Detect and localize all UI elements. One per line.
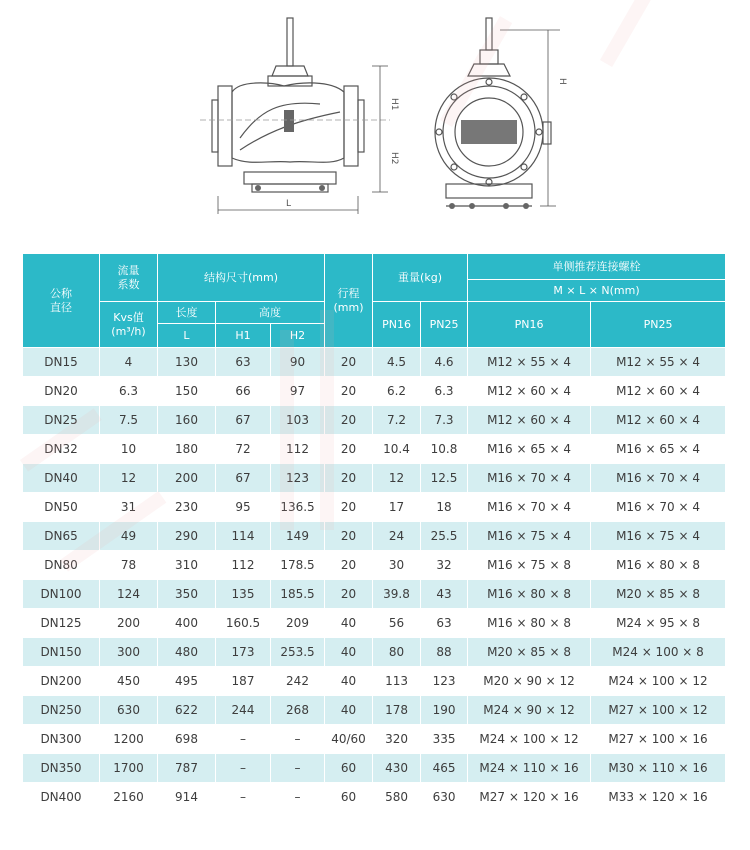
cell-h2: 268 [271,696,325,725]
cell-h2: 123 [271,464,325,493]
cell-nominal-diameter: DN32 [23,435,100,464]
table-row [23,464,726,493]
cell-h2: 103 [271,406,325,435]
cell-weight-pn16: 39.8 [373,580,421,609]
cell-weight-pn25: 6.3 [421,377,468,406]
cell-kvs: 2160 [100,783,158,812]
cell-h2: – [271,783,325,812]
header-structure-dims: 结构尺寸(mm) [158,254,325,302]
cell-bolt-pn16: M16 × 70 × 4 [468,464,591,493]
cell-weight-pn16: 17 [373,493,421,522]
cell-stroke: 20 [325,493,373,522]
cell-kvs: 10 [100,435,158,464]
cell-kvs: 12 [100,464,158,493]
cell-kvs: 49 [100,522,158,551]
cell-weight-pn25: 123 [421,667,468,696]
cell-stroke: 20 [325,377,373,406]
cell-bolt-pn16: M24 × 90 × 12 [468,696,591,725]
dimension-h-label: H [557,78,567,85]
table-row [23,435,726,464]
cell-h1: 66 [216,377,271,406]
cell-h2: 136.5 [271,493,325,522]
cell-nominal-diameter: DN40 [23,464,100,493]
cell-stroke: 40 [325,609,373,638]
dimension-l-label: L [286,199,292,209]
dimension-h1-label: H1 [389,98,399,111]
cell-h1: 187 [216,667,271,696]
cell-length: 787 [158,754,216,783]
table-row [23,377,726,406]
cell-kvs: 630 [100,696,158,725]
cell-h1: – [216,725,271,754]
cell-h2: 90 [271,348,325,377]
cell-h1: 95 [216,493,271,522]
cell-h1: 114 [216,522,271,551]
cell-kvs: 200 [100,609,158,638]
cell-nominal-diameter: DN250 [23,696,100,725]
cell-weight-pn16: 7.2 [373,406,421,435]
cell-weight-pn16: 30 [373,551,421,580]
cell-bolt-pn16: M16 × 80 × 8 [468,580,591,609]
table-row [23,725,726,754]
cell-nominal-diameter: DN300 [23,725,100,754]
cell-kvs: 124 [100,580,158,609]
cell-bolt-pn16: M12 × 55 × 4 [468,348,591,377]
cell-h1: 67 [216,464,271,493]
cell-stroke: 20 [325,435,373,464]
cell-h2: 253.5 [271,638,325,667]
cell-h2: 97 [271,377,325,406]
front-view-drawing [200,18,390,214]
cell-length: 290 [158,522,216,551]
cell-kvs: 1700 [100,754,158,783]
cell-h2: 178.5 [271,551,325,580]
cell-weight-pn25: 25.5 [421,522,468,551]
cell-h2: 149 [271,522,325,551]
cell-kvs: 4 [100,348,158,377]
cell-bolt-pn16: M20 × 90 × 12 [468,667,591,696]
cell-length: 622 [158,696,216,725]
header-weight-pn16: PN16 [373,302,421,348]
cell-h1: – [216,754,271,783]
cell-bolt-pn25: M33 × 120 × 16 [591,783,726,812]
cell-weight-pn16: 56 [373,609,421,638]
cell-length: 160 [158,406,216,435]
cell-bolt-pn25: M27 × 100 × 12 [591,696,726,725]
cell-bolt-pn16: M12 × 60 × 4 [468,406,591,435]
cell-weight-pn16: 10.4 [373,435,421,464]
cell-bolt-pn25: M16 × 65 × 4 [591,435,726,464]
cell-weight-pn25: 190 [421,696,468,725]
cell-stroke: 40 [325,638,373,667]
valve-drawings [0,0,750,240]
cell-nominal-diameter: DN150 [23,638,100,667]
cell-stroke: 20 [325,348,373,377]
cell-stroke: 60 [325,754,373,783]
cell-nominal-diameter: DN350 [23,754,100,783]
header-length: 长度 [158,302,216,324]
cell-nominal-diameter: DN100 [23,580,100,609]
cell-weight-pn25: 63 [421,609,468,638]
cell-bolt-pn16: M24 × 100 × 12 [468,725,591,754]
cell-bolt-pn16: M16 × 75 × 8 [468,551,591,580]
cell-length: 480 [158,638,216,667]
cell-weight-pn25: 32 [421,551,468,580]
cell-bolt-pn25: M20 × 85 × 8 [591,580,726,609]
cell-length: 230 [158,493,216,522]
cell-stroke: 20 [325,406,373,435]
cell-nominal-diameter: DN200 [23,667,100,696]
cell-kvs: 450 [100,667,158,696]
cell-bolt-pn25: M16 × 70 × 4 [591,493,726,522]
table-row [23,754,726,783]
cell-kvs: 300 [100,638,158,667]
header-weight: 重量(kg) [373,254,468,302]
cell-h2: 242 [271,667,325,696]
cell-stroke: 40 [325,667,373,696]
cell-stroke: 40 [325,696,373,725]
cell-h2: 209 [271,609,325,638]
cell-weight-pn25: 630 [421,783,468,812]
cell-stroke: 20 [325,551,373,580]
cell-h1: – [216,783,271,812]
cell-length: 180 [158,435,216,464]
cell-kvs: 6.3 [100,377,158,406]
cell-nominal-diameter: DN15 [23,348,100,377]
side-view-drawing [435,18,560,209]
table-row [23,406,726,435]
table-row [23,696,726,725]
table-row [23,493,726,522]
cell-bolt-pn16: M16 × 70 × 4 [468,493,591,522]
cell-nominal-diameter: DN80 [23,551,100,580]
valve-spec-table [22,253,726,812]
header-kvs-value: Kvs值 (m³/h) [100,302,158,348]
cell-h1: 63 [216,348,271,377]
header-h2: H2 [271,324,325,348]
cell-length: 914 [158,783,216,812]
cell-weight-pn16: 178 [373,696,421,725]
cell-nominal-diameter: DN65 [23,522,100,551]
cell-length: 495 [158,667,216,696]
cell-length: 150 [158,377,216,406]
cell-weight-pn16: 113 [373,667,421,696]
header-bolt-format: M × L × N(mm) [468,280,726,302]
cell-weight-pn25: 12.5 [421,464,468,493]
cell-bolt-pn25: M16 × 75 × 4 [591,522,726,551]
cell-bolt-pn16: M12 × 60 × 4 [468,377,591,406]
cell-bolt-pn25: M30 × 110 × 16 [591,754,726,783]
header-stroke: 行程 (mm) [325,254,373,348]
cell-weight-pn16: 80 [373,638,421,667]
table-row [23,580,726,609]
cell-weight-pn16: 580 [373,783,421,812]
cell-weight-pn25: 18 [421,493,468,522]
cell-bolt-pn25: M12 × 55 × 4 [591,348,726,377]
cell-kvs: 78 [100,551,158,580]
cell-length: 130 [158,348,216,377]
header-length-symbol: L [158,324,216,348]
cell-stroke: 40/60 [325,725,373,754]
cell-weight-pn16: 12 [373,464,421,493]
header-flow-coefficient: 流量 系数 [100,254,158,302]
cell-weight-pn16: 4.5 [373,348,421,377]
cell-bolt-pn16: M20 × 85 × 8 [468,638,591,667]
cell-kvs: 1200 [100,725,158,754]
cell-nominal-diameter: DN20 [23,377,100,406]
cell-bolt-pn25: M24 × 95 × 8 [591,609,726,638]
cell-length: 350 [158,580,216,609]
cell-weight-pn25: 4.6 [421,348,468,377]
cell-stroke: 20 [325,464,373,493]
table-row [23,522,726,551]
cell-bolt-pn25: M27 × 100 × 16 [591,725,726,754]
cell-h2: – [271,754,325,783]
cell-bolt-pn16: M16 × 65 × 4 [468,435,591,464]
header-h1: H1 [216,324,271,348]
dimension-h2-label: H2 [389,152,399,165]
cell-weight-pn25: 88 [421,638,468,667]
header-bolts: 单侧推荐连接螺栓 [468,254,726,280]
cell-stroke: 20 [325,580,373,609]
cell-h2: – [271,725,325,754]
cell-h1: 244 [216,696,271,725]
cell-bolt-pn16: M16 × 80 × 8 [468,609,591,638]
header-bolt-pn25: PN25 [591,302,726,348]
cell-bolt-pn25: M12 × 60 × 4 [591,377,726,406]
cell-nominal-diameter: DN400 [23,783,100,812]
cell-weight-pn16: 430 [373,754,421,783]
cell-bolt-pn25: M16 × 70 × 4 [591,464,726,493]
cell-weight-pn25: 10.8 [421,435,468,464]
cell-bolt-pn25: M24 × 100 × 8 [591,638,726,667]
cell-weight-pn25: 7.3 [421,406,468,435]
cell-weight-pn16: 320 [373,725,421,754]
cell-bolt-pn25: M16 × 80 × 8 [591,551,726,580]
cell-bolt-pn16: M24 × 110 × 16 [468,754,591,783]
header-weight-pn25: PN25 [421,302,468,348]
cell-weight-pn16: 6.2 [373,377,421,406]
cell-length: 698 [158,725,216,754]
table-row [23,783,726,812]
header-height: 高度 [216,302,325,324]
cell-h2: 112 [271,435,325,464]
cell-nominal-diameter: DN125 [23,609,100,638]
cell-h1: 72 [216,435,271,464]
cell-bolt-pn16: M16 × 75 × 4 [468,522,591,551]
table-row [23,348,726,377]
cell-bolt-pn25: M12 × 60 × 4 [591,406,726,435]
table-row [23,638,726,667]
cell-h1: 67 [216,406,271,435]
cell-bolt-pn16: M27 × 120 × 16 [468,783,591,812]
cell-bolt-pn25: M24 × 100 × 12 [591,667,726,696]
cell-nominal-diameter: DN50 [23,493,100,522]
table-row [23,667,726,696]
cell-stroke: 60 [325,783,373,812]
cell-h2: 185.5 [271,580,325,609]
cell-h1: 135 [216,580,271,609]
table-row [23,551,726,580]
cell-kvs: 31 [100,493,158,522]
cell-weight-pn16: 24 [373,522,421,551]
cell-stroke: 20 [325,522,373,551]
header-nominal-diameter: 公称 直径 [23,254,100,348]
cell-kvs: 7.5 [100,406,158,435]
header-bolt-pn16: PN16 [468,302,591,348]
table-body [23,348,726,812]
cell-weight-pn25: 465 [421,754,468,783]
cell-length: 200 [158,464,216,493]
cell-h1: 112 [216,551,271,580]
cell-weight-pn25: 335 [421,725,468,754]
cell-h1: 160.5 [216,609,271,638]
table-row [23,609,726,638]
cell-nominal-diameter: DN25 [23,406,100,435]
cell-h1: 173 [216,638,271,667]
cell-weight-pn25: 43 [421,580,468,609]
cell-length: 310 [158,551,216,580]
cell-length: 400 [158,609,216,638]
